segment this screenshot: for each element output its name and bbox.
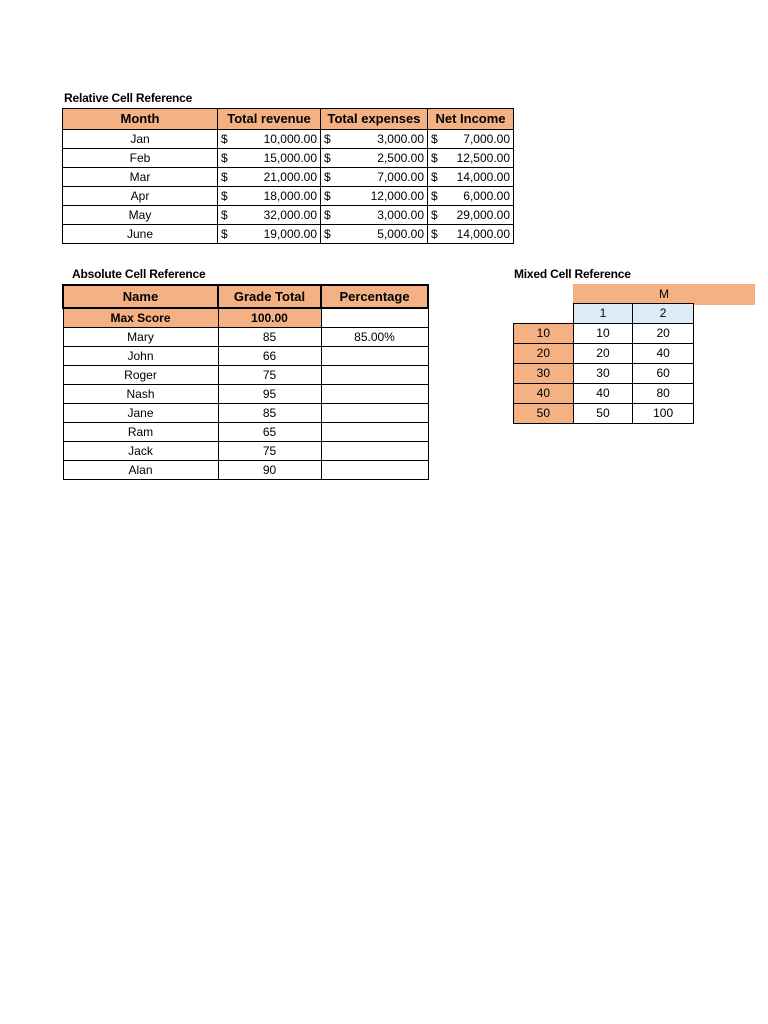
table-row [63,187,514,206]
currency-symbol: $ [221,189,228,203]
amount-value: 2,500.00 [377,151,424,165]
currency-wrapper [324,187,424,205]
amount-value: 21,000.00 [263,170,317,184]
header-total-revenue[interactable]: Total revenue [218,109,321,130]
name-cell[interactable]: John [63,347,218,366]
amount-value: 5,000.00 [377,227,424,241]
month-cell[interactable]: Apr [63,187,218,206]
currency-wrapper [431,168,510,186]
currency-wrapper [324,168,424,186]
mixed-value-cell[interactable]: 10 [573,324,633,344]
mixed-value-cell[interactable]: 20 [573,344,633,364]
mixed-value-cell[interactable]: 40 [573,384,633,404]
currency-wrapper [221,187,317,205]
grade-cell[interactable]: 85 [218,328,321,347]
mixed-row-header[interactable]: 10 [514,324,574,344]
header-net-income[interactable]: Net Income [428,109,514,130]
amount-value: 19,000.00 [263,227,317,241]
revenue-cell[interactable] [218,168,321,187]
mixed-col-header[interactable]: 2 [633,304,694,324]
mixed-value-cell[interactable]: 40 [633,344,694,364]
percentage-cell[interactable]: 85.00% [321,328,428,347]
table-row [63,442,428,461]
table-row [63,168,514,187]
mixed-value-cell[interactable]: 100 [633,404,694,424]
currency-wrapper [324,206,424,224]
currency-wrapper [221,168,317,186]
header-percentage[interactable]: Percentage [321,285,428,308]
currency-symbol: $ [221,170,228,184]
grade-cell[interactable]: 66 [218,347,321,366]
amount-value: 3,000.00 [377,208,424,222]
mixed-table-viewport [513,284,694,424]
name-cell[interactable]: Roger [63,366,218,385]
currency-symbol: $ [324,151,331,165]
currency-wrapper [324,225,424,243]
month-cell[interactable]: Mar [63,168,218,187]
net-income-cell[interactable] [428,206,514,225]
table-row [63,206,514,225]
percentage-cell[interactable] [321,404,428,423]
name-cell[interactable]: Alan [63,461,218,480]
currency-symbol: $ [221,208,228,222]
expenses-cell[interactable] [321,149,428,168]
currency-symbol: $ [221,151,228,165]
table-row [63,149,514,168]
name-cell[interactable]: Mary [63,328,218,347]
mixed-row-header[interactable]: 20 [514,344,574,364]
mixed-row-header[interactable]: 30 [514,364,574,384]
expenses-cell[interactable] [321,187,428,206]
amount-value: 15,000.00 [263,151,317,165]
currency-wrapper [221,206,317,224]
header-month[interactable]: Month [63,109,218,130]
mixed-col-header-row [514,304,694,324]
revenue-cell[interactable] [218,225,321,244]
percentage-cell[interactable] [321,347,428,366]
amount-value: 12,000.00 [370,189,424,203]
currency-symbol: $ [324,132,331,146]
expenses-cell[interactable] [321,168,428,187]
amount-value: 14,000.00 [456,170,510,184]
mixed-value-cell[interactable]: 80 [633,384,694,404]
currency-wrapper [324,130,424,148]
name-cell[interactable]: Nash [63,385,218,404]
amount-value: 18,000.00 [263,189,317,203]
currency-symbol: $ [221,132,228,146]
max-score-row [63,308,428,328]
net-income-cell[interactable] [428,225,514,244]
mixed-top-cell [573,284,633,304]
relative-header-row [63,109,514,130]
mixed-section-title: Mixed Cell Reference [514,267,631,281]
absolute-header-row [63,285,428,308]
table-row [63,347,428,366]
mixed-value-cell[interactable]: 20 [633,324,694,344]
mixed-value-cell[interactable]: 50 [573,404,633,424]
net-income-cell[interactable] [428,187,514,206]
table-row [63,385,428,404]
max-score-empty-cell[interactable] [321,308,428,328]
month-cell[interactable]: Jan [63,130,218,149]
currency-symbol: $ [431,208,438,222]
mixed-value-cell[interactable]: 30 [573,364,633,384]
currency-symbol: $ [431,189,438,203]
currency-wrapper [431,130,510,148]
mixed-corner-blank [514,304,574,324]
percentage-cell[interactable] [321,442,428,461]
amount-value: 32,000.00 [263,208,317,222]
header-name[interactable]: Name [63,285,218,308]
currency-symbol: $ [431,170,438,184]
name-cell[interactable]: Ram [63,423,218,442]
table-row [514,404,694,424]
net-income-cell[interactable] [428,130,514,149]
absolute-section-title: Absolute Cell Reference [72,267,206,281]
grade-cell[interactable]: 75 [218,366,321,385]
header-total-expenses[interactable]: Total expenses [321,109,428,130]
currency-symbol: $ [431,151,438,165]
table-row [63,461,428,480]
currency-wrapper [221,130,317,148]
month-cell[interactable]: June [63,225,218,244]
amount-value: 14,000.00 [456,227,510,241]
currency-symbol: $ [324,170,331,184]
grade-cell[interactable]: 65 [218,423,321,442]
revenue-cell[interactable] [218,206,321,225]
expenses-cell[interactable] [321,130,428,149]
currency-wrapper [221,149,317,167]
mixed-reference-table [513,284,694,424]
currency-wrapper [431,149,510,167]
amount-value: 7,000.00 [377,170,424,184]
grade-cell[interactable]: 95 [218,385,321,404]
amount-value: 29,000.00 [456,208,510,222]
table-row [63,225,514,244]
amount-value: 6,000.00 [463,189,510,203]
mixed-corner-blank [514,284,574,304]
percentage-cell[interactable] [321,423,428,442]
currency-symbol: $ [221,227,228,241]
max-score-value[interactable]: 100.00 [218,308,321,328]
table-row [514,384,694,404]
revenue-cell[interactable] [218,187,321,206]
grade-cell[interactable]: 85 [218,404,321,423]
relative-section-title: Relative Cell Reference [64,91,193,105]
currency-symbol: $ [324,189,331,203]
currency-symbol: $ [431,132,438,146]
table-row [63,423,428,442]
mixed-row-header[interactable]: 40 [514,384,574,404]
currency-symbol: $ [431,227,438,241]
amount-value: 10,000.00 [263,132,317,146]
mixed-top-cell [633,284,694,304]
currency-wrapper [431,187,510,205]
currency-symbol: $ [324,227,331,241]
currency-wrapper [324,149,424,167]
mixed-row-header[interactable]: 50 [514,404,574,424]
grade-cell[interactable]: 90 [218,461,321,480]
percentage-cell[interactable] [321,461,428,480]
name-cell[interactable]: Jack [63,442,218,461]
percentage-cell[interactable] [321,366,428,385]
net-income-cell[interactable] [428,149,514,168]
month-cell[interactable]: Feb [63,149,218,168]
header-grade-total[interactable]: Grade Total [218,285,321,308]
table-row [514,344,694,364]
amount-value: 7,000.00 [463,132,510,146]
table-row [514,364,694,384]
month-cell[interactable]: May [63,206,218,225]
absolute-reference-table [62,284,429,480]
expenses-cell[interactable] [321,206,428,225]
revenue-cell[interactable] [218,130,321,149]
amount-value: 3,000.00 [377,132,424,146]
relative-reference-table [62,108,514,244]
expenses-cell[interactable] [321,225,428,244]
mixed-top-row [514,284,694,304]
table-row [63,366,428,385]
table-row [63,328,428,347]
currency-wrapper [221,225,317,243]
table-row [63,404,428,423]
percentage-cell[interactable] [321,385,428,404]
currency-wrapper [431,206,510,224]
mixed-col-header[interactable]: 1 [573,304,633,324]
table-row [514,324,694,344]
mixed-merged-header[interactable]: M [573,284,755,305]
net-income-cell[interactable] [428,168,514,187]
table-row [63,130,514,149]
grade-cell[interactable]: 75 [218,442,321,461]
amount-value: 12,500.00 [456,151,510,165]
max-score-label[interactable]: Max Score [63,308,218,328]
name-cell[interactable]: Jane [63,404,218,423]
currency-symbol: $ [324,208,331,222]
revenue-cell[interactable] [218,149,321,168]
mixed-value-cell[interactable]: 60 [633,364,694,384]
currency-wrapper [431,225,510,243]
